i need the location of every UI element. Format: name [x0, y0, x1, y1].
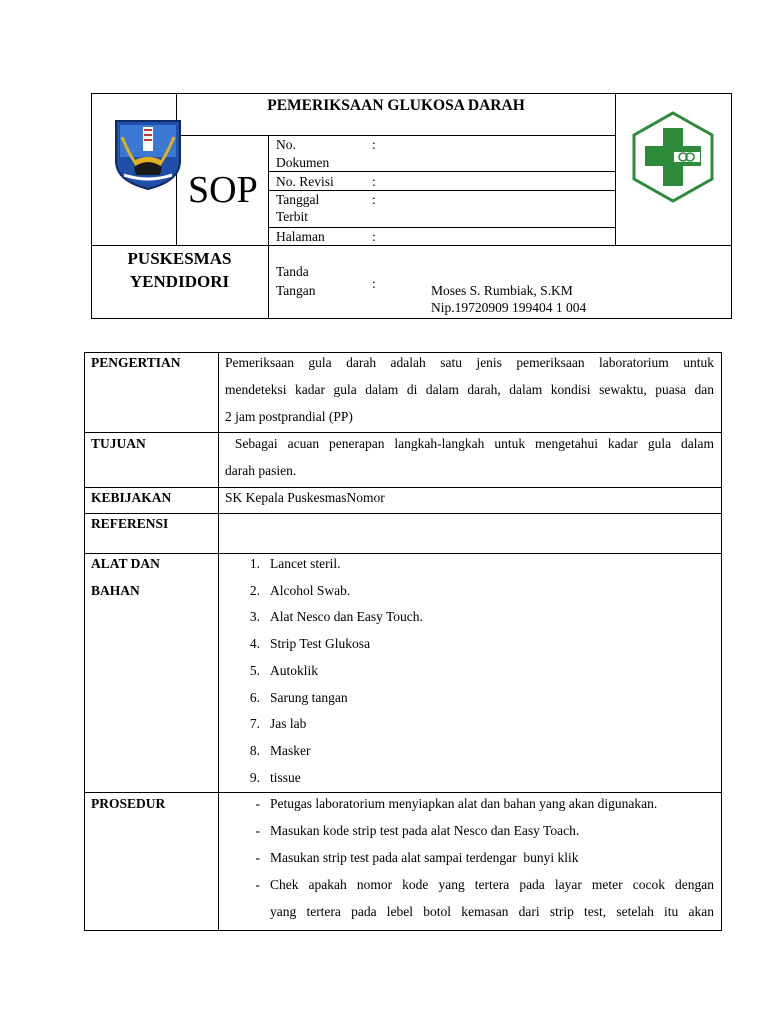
field-no-dokumen-colon: :	[372, 137, 376, 152]
institution-name-line2: YENDIDORI	[129, 272, 230, 291]
list-item-bullet: -	[255, 796, 260, 811]
tujuan-label: TUJUAN	[91, 436, 146, 451]
referensi-label: REFERENSI	[91, 516, 169, 531]
list-item-text: Sarung tangan	[270, 690, 348, 705]
field-tanggal-label-1: Tanggal	[276, 192, 320, 207]
field-no-dokumen-label-1: No.	[276, 137, 296, 152]
list-item-bullet: -	[255, 823, 260, 838]
list-item-text: Lancet steril.	[270, 556, 341, 571]
pengertian-line-3: 2 jam postprandial (PP)	[225, 409, 353, 424]
list-item-text-continued: yang tertera pada lebel botol kemasan dari strip test, setelah itu akan	[270, 904, 714, 919]
alat-bahan-label-2: BAHAN	[91, 583, 140, 598]
list-item-number: 4.	[249, 636, 260, 651]
tujuan-line-1: Sebagai acuan penerapan langkah-langkah untuk mengetahui kadar gula dalam	[225, 436, 714, 451]
sop-label: SOP	[188, 169, 258, 211]
list-item-number: 6.	[249, 690, 260, 705]
signature-colon: :	[372, 276, 376, 291]
list-item-text: Masker	[270, 743, 311, 758]
list-item-text: Alcohol Swab.	[270, 583, 351, 598]
field-tanggal-label-2: Terbit	[276, 209, 309, 224]
field-tanggal-colon: :	[372, 192, 376, 207]
field-no-revisi-colon: :	[372, 174, 376, 189]
institution-name-line1: PUSKESMAS	[127, 249, 232, 268]
signature-label-1: Tanda	[276, 264, 309, 279]
list-item-text: Masukan kode strip test pada alat Nesco dan Easy Toach.	[270, 823, 580, 838]
list-item-text: Jas lab	[270, 716, 307, 731]
list-item-text: Chek apakah nomor kode yang tertera pada layar meter cocok dengan	[270, 877, 714, 892]
kebijakan-label: KEBIJAKAN	[91, 490, 172, 505]
list-item-text: Masukan strip test pada alat sampai terdengar bunyi klik	[270, 850, 579, 865]
list-item-bullet: -	[255, 850, 260, 865]
signature-label-2: Tangan	[276, 283, 316, 298]
list-item-number: 8.	[249, 743, 260, 758]
pengertian-line-1: Pemeriksaan gula darah adalah satu jenis pemeriksaan laboratorium untuk	[225, 355, 714, 370]
signatory-name: Moses S. Rumbiak, S.KM	[431, 283, 573, 298]
list-item-number: 9.	[249, 770, 260, 785]
field-no-revisi-label: No. Revisi	[276, 174, 334, 189]
field-halaman-colon: :	[372, 229, 376, 244]
list-item-number: 1.	[249, 556, 260, 571]
kebijakan-text: SK Kepala PuskesmasNomor	[225, 490, 385, 505]
prosedur-label: PROSEDUR	[91, 796, 166, 811]
alat-bahan-label-1: ALAT DAN	[91, 556, 160, 571]
list-item-number: 2.	[249, 583, 260, 598]
pengertian-label: PENGERTIAN	[91, 355, 181, 370]
list-item-text: Strip Test Glukosa	[270, 636, 371, 651]
list-item-text: tissue	[270, 770, 301, 785]
signatory-nip: Nip.19720909 199404 1 004	[431, 300, 587, 315]
pengertian-line-2: mendeteksi kadar gula dalam di dalam darah, dalam kondisi sewaktu, puasa dan	[225, 382, 714, 397]
document-title: PEMERIKSAAN GLUKOSA DARAH	[267, 97, 525, 114]
tujuan-line-2: darah pasien.	[225, 463, 297, 478]
list-item-text: Alat Nesco dan Easy Touch.	[270, 609, 423, 624]
list-item-number: 7.	[249, 716, 260, 731]
list-item-number: 5.	[249, 663, 260, 678]
field-no-dokumen-label-2: Dokumen	[276, 155, 330, 170]
list-item-bullet: -	[255, 877, 260, 892]
list-item-text: Petugas laboratorium menyiapkan alat dan bahan yang akan digunakan.	[270, 796, 658, 811]
list-item-number: 3.	[249, 609, 260, 624]
regional-emblem-icon	[110, 117, 186, 191]
field-halaman-label: Halaman	[276, 229, 325, 244]
puskesmas-logo-icon	[630, 110, 716, 204]
list-item-text: Autoklik	[270, 663, 319, 678]
